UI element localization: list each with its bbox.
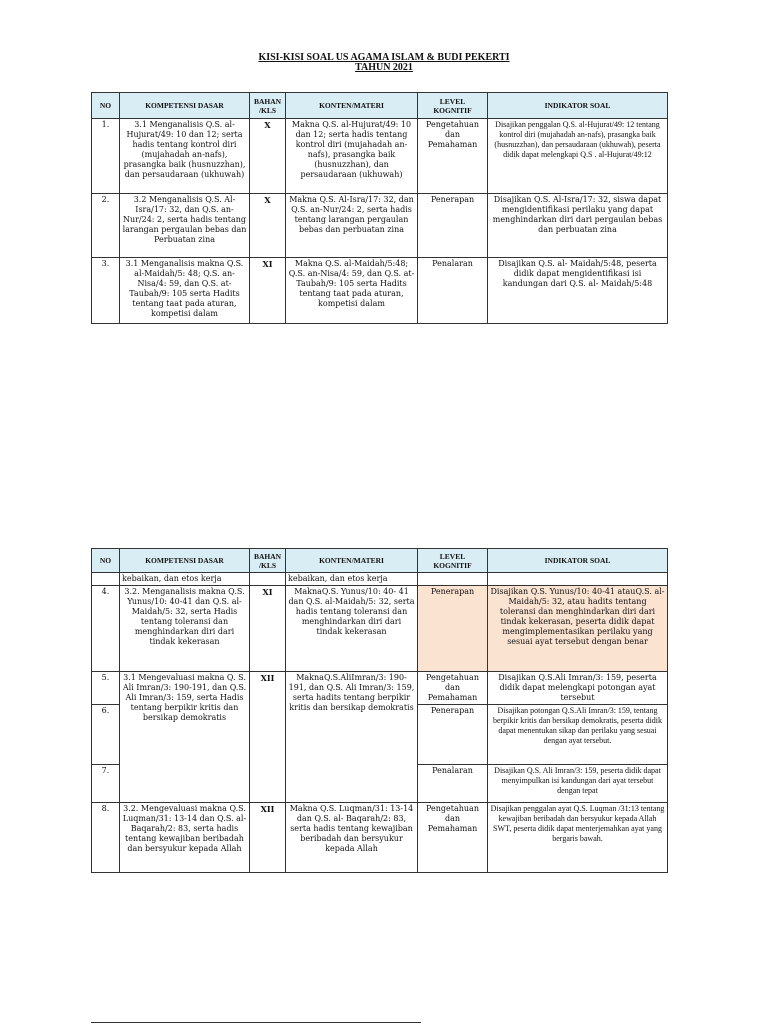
row-kompetensi: kebaikan, dan etos kerja (120, 573, 250, 586)
row-no: 2. (92, 194, 120, 258)
continuation-row (92, 573, 668, 586)
row-bahan: X (250, 194, 286, 258)
row-kompetensi: 3.1 Menganalisis makna Q.S. al-Maidah/5: 48; Q.S. an-Nisa/4: 59, dan Q.S. at-Taubah/9: 105 serta Hadits tentang taat pada aturan, kompetisi dalam (120, 258, 250, 324)
header-bahan: BAHAN /KLS (250, 93, 286, 119)
row-no: 7. (92, 765, 120, 803)
row-konten: MaknaQ.S. Yunus/10: 40- 41 dan Q.S. al-Maidah/5: 32, serta hadis tentang toleransi dan menghindarkan diri dari tindak kekerasan (286, 586, 418, 672)
document-title: KISI-KISI SOAL US AGAMA ISLAM & BUDI PEKERTI (258, 52, 510, 63)
row-konten: Makna Q.S. Luqman/31: 13-14 dan Q.S. al- Baqarah/2: 83, serta hadis tentang kewajiban beribadah dan bersyukur kepada Allah (286, 803, 418, 873)
kisi-table-1 (91, 92, 668, 324)
header-kompetensi: KOMPETENSI DASAR (120, 549, 250, 573)
row-kompetensi: 3.2. Menganalisis makna Q.S. Yunus/10: 40-41 dan Q.S. al-Maidah/5: 32, serta Hadis tentang toleransi dan menghindarkan diri dari tindak kekerasan (120, 586, 250, 672)
row-bahan: XI (250, 258, 286, 324)
row-bahan: XII (250, 803, 286, 873)
kisi-table-2 (91, 548, 668, 873)
table-header-row (92, 549, 668, 573)
row-no: 4. (92, 586, 120, 672)
document-year: TAHUN 2021 (355, 62, 413, 73)
header-konten: KONTEN/MATERI (286, 549, 418, 573)
row-kompetensi: 3.2 Menganalisis Q.S. Al-Isra/17: 32, dan Q.S. an-Nur/24: 2, serta hadis tentang larangan pergaulan bebas dan Perbuatan zina (120, 194, 250, 258)
row-no: 6. (92, 705, 120, 765)
row-bahan: XII (250, 672, 286, 803)
header-indikator: INDIKATOR SOAL (488, 93, 668, 119)
row-level: Penalaran (418, 765, 488, 803)
table-header-row (92, 93, 668, 119)
table-row (92, 194, 668, 258)
row-indikator: Disajikan Q.S. Yunus/10: 40-41 atauQ.S. al-Maidah/5: 32, atau hadits tentang toleransi dan menghindarkan diri dari tindak kekerasan, peserta didik dapat mengimplementasikan perilaku yang sesuai ayat tersebut dengan benar (488, 586, 668, 672)
header-no: NO (92, 549, 120, 573)
table-row (92, 586, 668, 672)
row-level: Pengetahuan dan Pemahaman (418, 803, 488, 873)
row-level: Penalaran (418, 258, 488, 324)
row-no: 8. (92, 803, 120, 873)
header-konten: KONTEN/MATERI (286, 93, 418, 119)
table-row (92, 803, 668, 873)
row-level: Penerapan (418, 705, 488, 765)
row-bahan: XI (250, 586, 286, 672)
row-no: 5. (92, 672, 120, 705)
row-indikator: Disajikan Q.S. al- Maidah/5:48, peserta didik dapat mengidentifikasi isi kandungan dari Q.S. al- Maidah/5:48 (488, 258, 668, 324)
header-indikator: INDIKATOR SOAL (488, 549, 668, 573)
row-konten: Makna Q.S. al-Maidah/5:48; Q.S. an-Nisa/4: 59, dan Q.S. at-Taubah/9: 105 serta Hadits tentang taat pada aturan, kompetisi dalam (286, 258, 418, 324)
row-indikator: Disajikan penggalan ayat Q.S. Luqman /31:13 tentang kewajiban beribadah dan bersyukur kepada Allah SWT, peserta didik dapat menterjemahkan ayat yang bergaris bawah. (488, 803, 668, 873)
table-row (92, 119, 668, 194)
row-kompetensi: 3.1 Menganalisis Q.S. al-Hujurat/49: 10 dan 12; serta hadis tentang kontrol diri (mujahadah an-nafs), prasangka baik (husnuzzhan), dan persaudaraan (ukhuwah) (120, 119, 250, 194)
row-konten: kebaikan, dan etos kerja (286, 573, 418, 586)
header-level: LEVEL KOGNITIF (418, 93, 488, 119)
row-indikator: Disajikan Q.S. Al-Isra/17: 32, siswa dapat mengidentifikasi perilaku yang dapat menghindarkan diri dari pergaulan bebas dan perbuatan zina (488, 194, 668, 258)
row-bahan: X (250, 119, 286, 194)
row-konten: Makna Q.S. Al-Isra/17: 32, dan Q.S. an-Nur/24: 2, serta hadis tentang larangan pergaulan bebas dan perbuatan zina (286, 194, 418, 258)
row-no: 3. (92, 258, 120, 324)
row-indikator: Disajikan Q.S. Ali Imran/3: 159, peserta didik dapat menyimpulkan isi kandungan dari ayat tersebut dengan tepat (488, 765, 668, 803)
row-level: Penerapan (418, 194, 488, 258)
footnote-divider (91, 1022, 421, 1023)
header-kompetensi: KOMPETENSI DASAR (120, 93, 250, 119)
row-kompetensi: 3.2. Mengevaluasi makna Q.S. Luqman/31: 13-14 dan Q.S. al- Baqarah/2: 83, serta hadis tentang kewajiban beribadah dan bersyukur kepada Allah (120, 803, 250, 873)
row-level: Penerapan (418, 586, 488, 672)
row-no: 1. (92, 119, 120, 194)
table-row (92, 672, 668, 705)
row-konten: MaknaQ.S.AliImran/3: 190-191, dan Q.S. Ali Imran/3: 159, serta hadits tentang berpikir kritis dan bersikap demokratis (286, 672, 418, 803)
row-indikator: Disajikan penggalan Q.S. al-Hujurat/49: 12 tentang kontrol diri (mujahadah an-nafs), prasangka baik (husnuzzhan), dan persaudaraan (ukhuwah), peserta didik dapat melengkapi Q.S . al-Hujurat/49:12 (488, 119, 668, 194)
header-no: NO (92, 93, 120, 119)
header-level: LEVEL KOGNITIF (418, 549, 488, 573)
row-level: Pengetahuan dan Pemahaman (418, 672, 488, 705)
row-level: Pengetahuan dan Pemahaman (418, 119, 488, 194)
row-indikator: Disajikan potongan Q.S.Ali Imran/3: 159, tentang berpikir kritis dan bersikap demokratis, peserta didik dapat menentukan sikap dan perilaku yang sesuai dengan ayat tersebut. (488, 705, 668, 765)
table-row (92, 258, 668, 324)
header-bahan: BAHAN /KLS (250, 549, 286, 573)
row-konten: Makna Q.S. al-Hujurat/49: 10 dan 12; serta hadis tentang kontrol diri (mujahadah an-nafs), prasangka baik (husnuzzhan), dan persaudaraan (ukhuwah) (286, 119, 418, 194)
row-kompetensi: 3.1 Mengevaluasi makna Q. S. Ali Imran/3: 190-191, dan Q.S. Ali Imran/3: 159, serta Hadis tentang berpikir kritis dan bersikap demokratis (120, 672, 250, 803)
row-indikator: Disajikan Q.S.Ali Imran/3: 159, peserta didik dapat melengkapi potongan ayat tersebut (488, 672, 668, 705)
